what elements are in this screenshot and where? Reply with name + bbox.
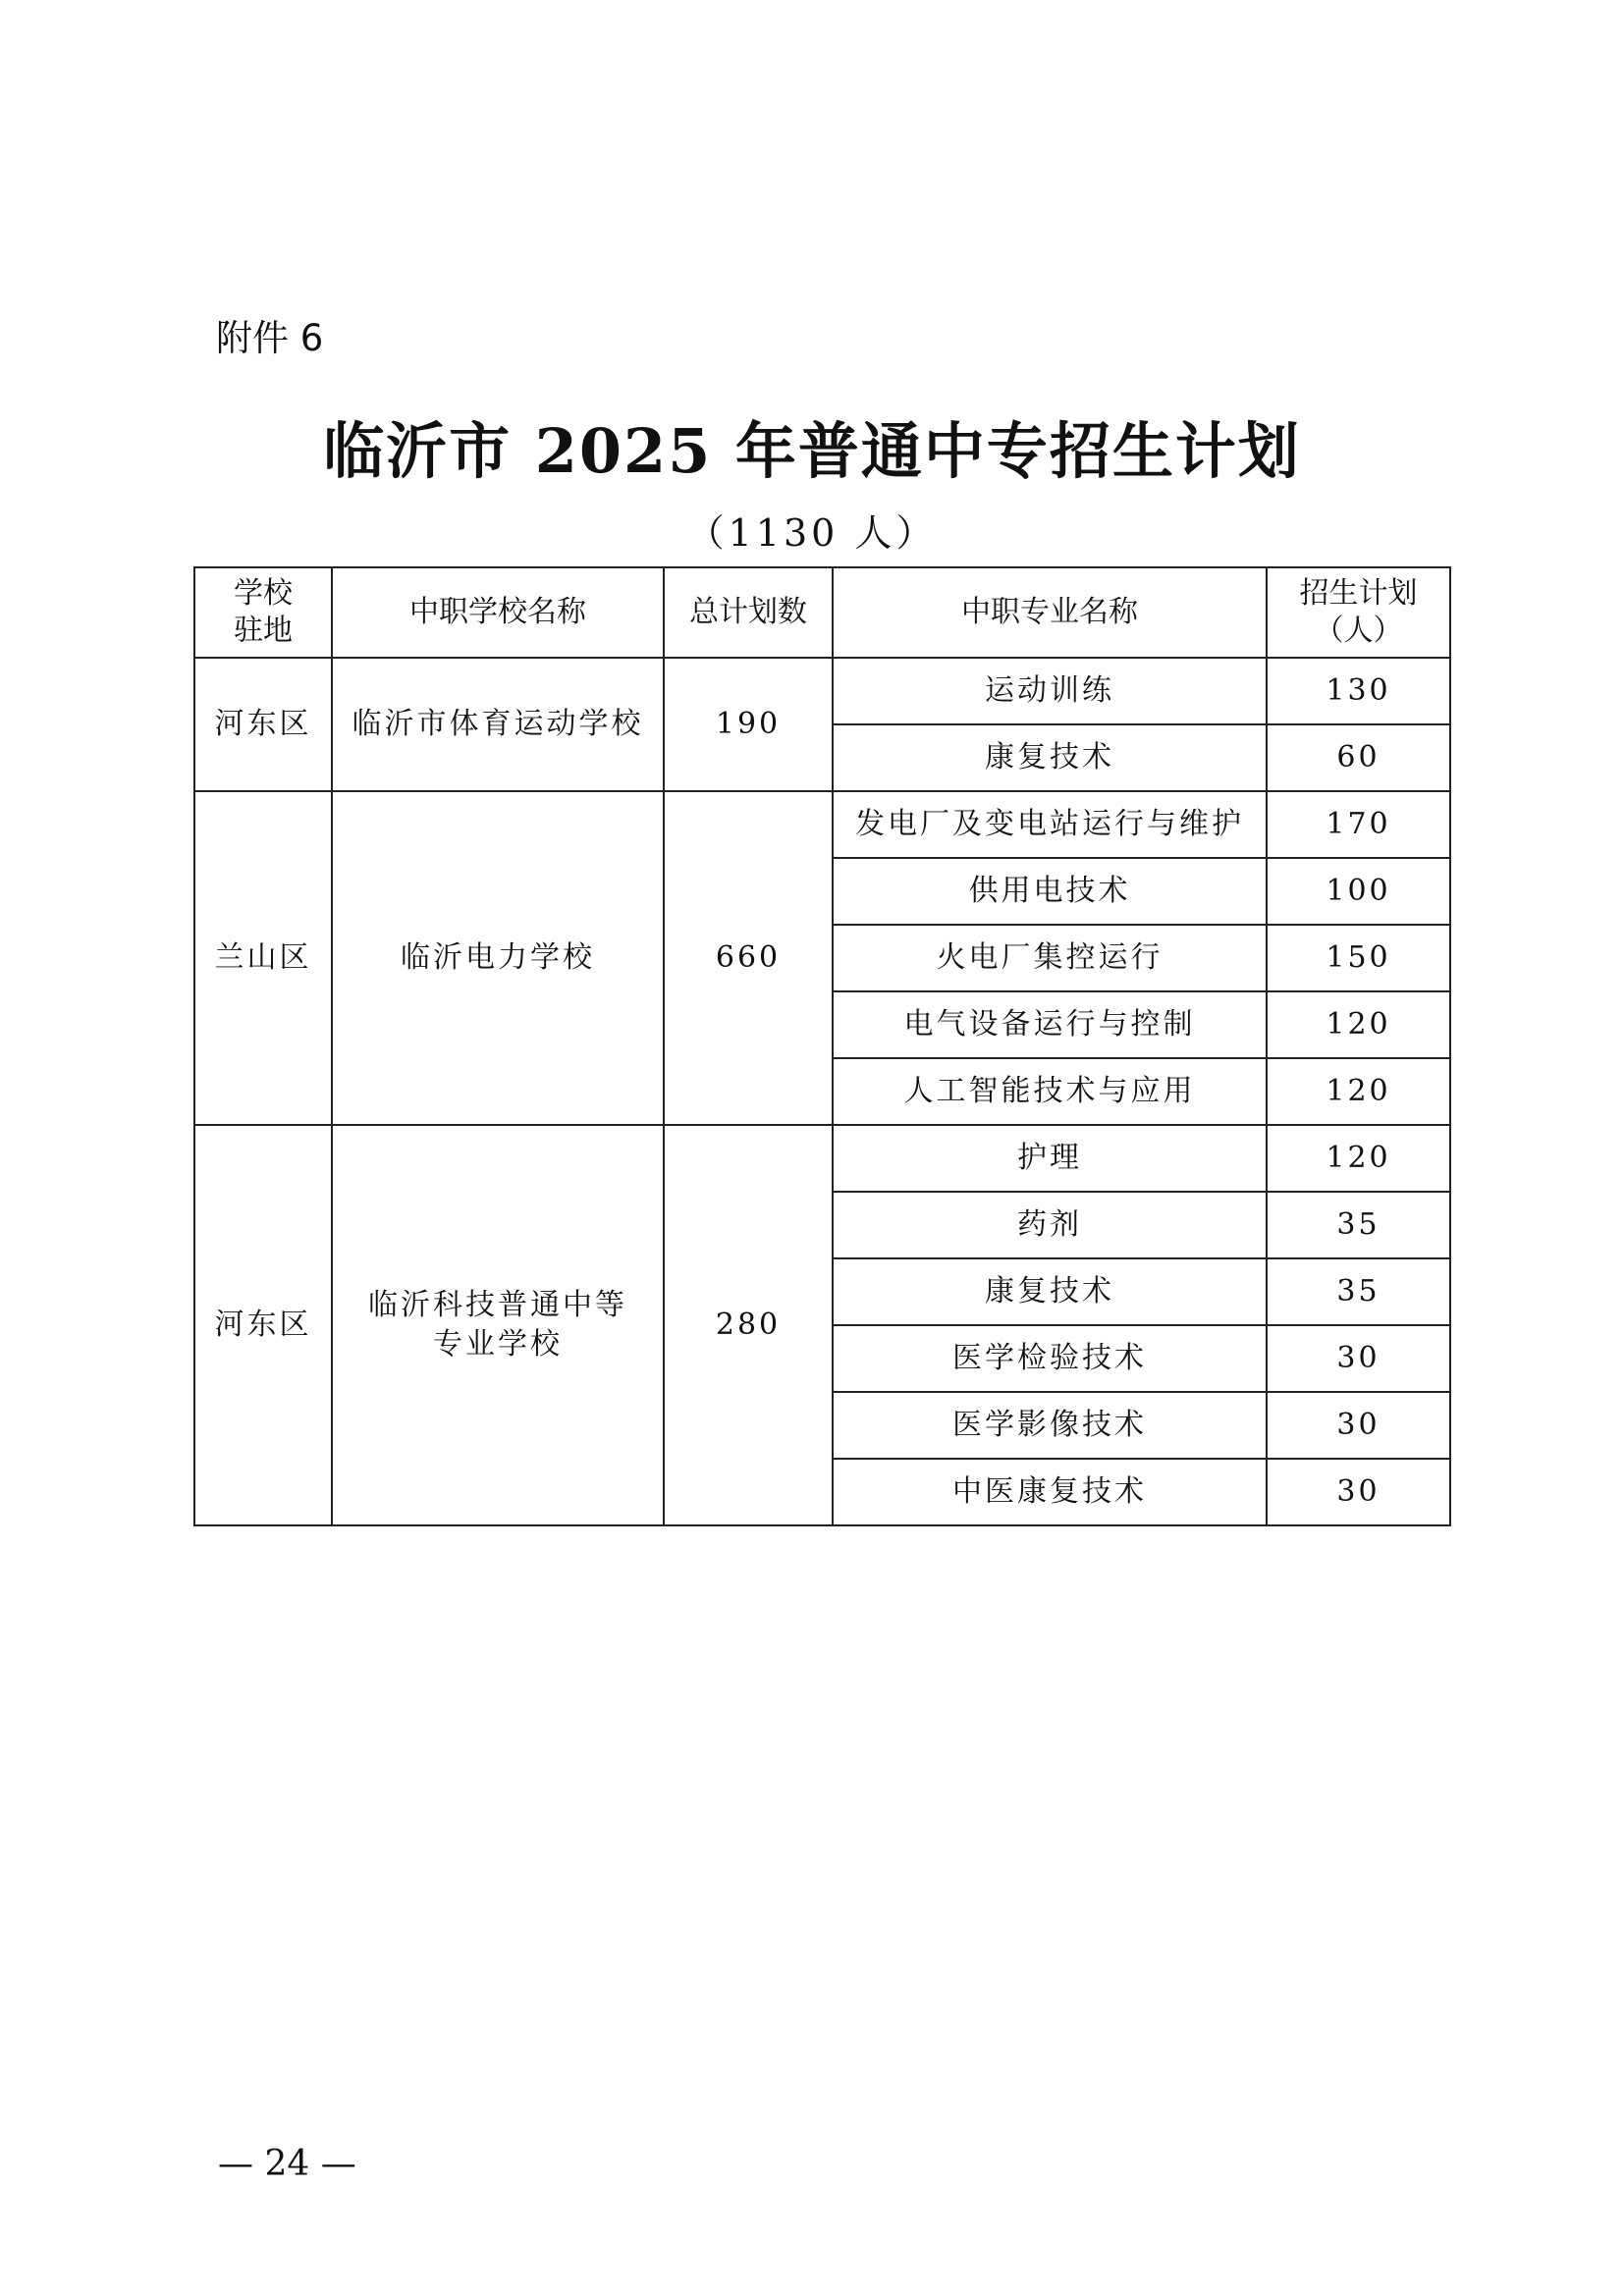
enrollment-count-cell: 30 — [1267, 1325, 1450, 1392]
major-name-cell: 医学影像技术 — [833, 1392, 1267, 1459]
page-subtitle: （1130 人） — [686, 511, 938, 555]
major-name-cell: 人工智能技术与应用 — [833, 1058, 1267, 1125]
enrollment-count-cell: 120 — [1267, 1058, 1450, 1125]
location-cell: 河东区 — [194, 658, 332, 791]
enrollment-plan-table — [193, 566, 1451, 1526]
major-name-cell: 发电厂及变电站运行与维护 — [833, 791, 1267, 858]
enrollment-count-cell: 130 — [1267, 658, 1450, 724]
enrollment-count-cell: 60 — [1267, 724, 1450, 791]
table-header-row — [194, 567, 1450, 658]
total-plan-cell: 660 — [664, 791, 833, 1125]
header-total: 总计划数 — [664, 567, 833, 658]
enrollment-count-cell: 170 — [1267, 791, 1450, 858]
major-name-cell: 康复技术 — [833, 1258, 1267, 1325]
major-name-cell: 康复技术 — [833, 724, 1267, 791]
enrollment-count-cell: 120 — [1267, 991, 1450, 1058]
major-name-cell: 火电厂集控运行 — [833, 925, 1267, 991]
enrollment-count-cell: 150 — [1267, 925, 1450, 991]
major-name-cell: 药剂 — [833, 1192, 1267, 1258]
enrollment-count-cell: 100 — [1267, 858, 1450, 925]
enrollment-count-cell: 35 — [1267, 1192, 1450, 1258]
attachment-label: 附件 6 — [216, 317, 324, 359]
total-plan-cell: 280 — [664, 1125, 833, 1525]
major-name-cell: 电气设备运行与控制 — [833, 991, 1267, 1058]
table-body — [194, 658, 1450, 1525]
location-cell: 河东区 — [194, 1125, 332, 1525]
school-name-cell: 临沂电力学校 — [332, 791, 664, 1125]
total-plan-cell: 190 — [664, 658, 833, 791]
header-plan: 招生计划 （人） — [1267, 567, 1450, 658]
major-name-cell: 护理 — [833, 1125, 1267, 1192]
enrollment-count-cell: 120 — [1267, 1125, 1450, 1192]
header-major: 中职专业名称 — [833, 567, 1267, 658]
major-name-cell: 供用电技术 — [833, 858, 1267, 925]
major-name-cell: 运动训练 — [833, 658, 1267, 724]
header-school: 中职学校名称 — [332, 567, 664, 658]
school-name-cell: 临沂科技普通中等 专业学校 — [332, 1125, 664, 1525]
page-title: 临沂市 2025 年普通中专招生计划 — [323, 415, 1301, 487]
table-row — [194, 1125, 1450, 1192]
header-location: 学校 驻地 — [194, 567, 332, 658]
major-name-cell: 医学检验技术 — [833, 1325, 1267, 1392]
table-row — [194, 791, 1450, 858]
table-row — [194, 658, 1450, 724]
enrollment-count-cell: 30 — [1267, 1459, 1450, 1525]
page-number: — 24 — — [218, 2144, 356, 2184]
enrollment-count-cell: 35 — [1267, 1258, 1450, 1325]
enrollment-count-cell: 30 — [1267, 1392, 1450, 1459]
school-name-cell: 临沂市体育运动学校 — [332, 658, 664, 791]
major-name-cell: 中医康复技术 — [833, 1459, 1267, 1525]
location-cell: 兰山区 — [194, 791, 332, 1125]
